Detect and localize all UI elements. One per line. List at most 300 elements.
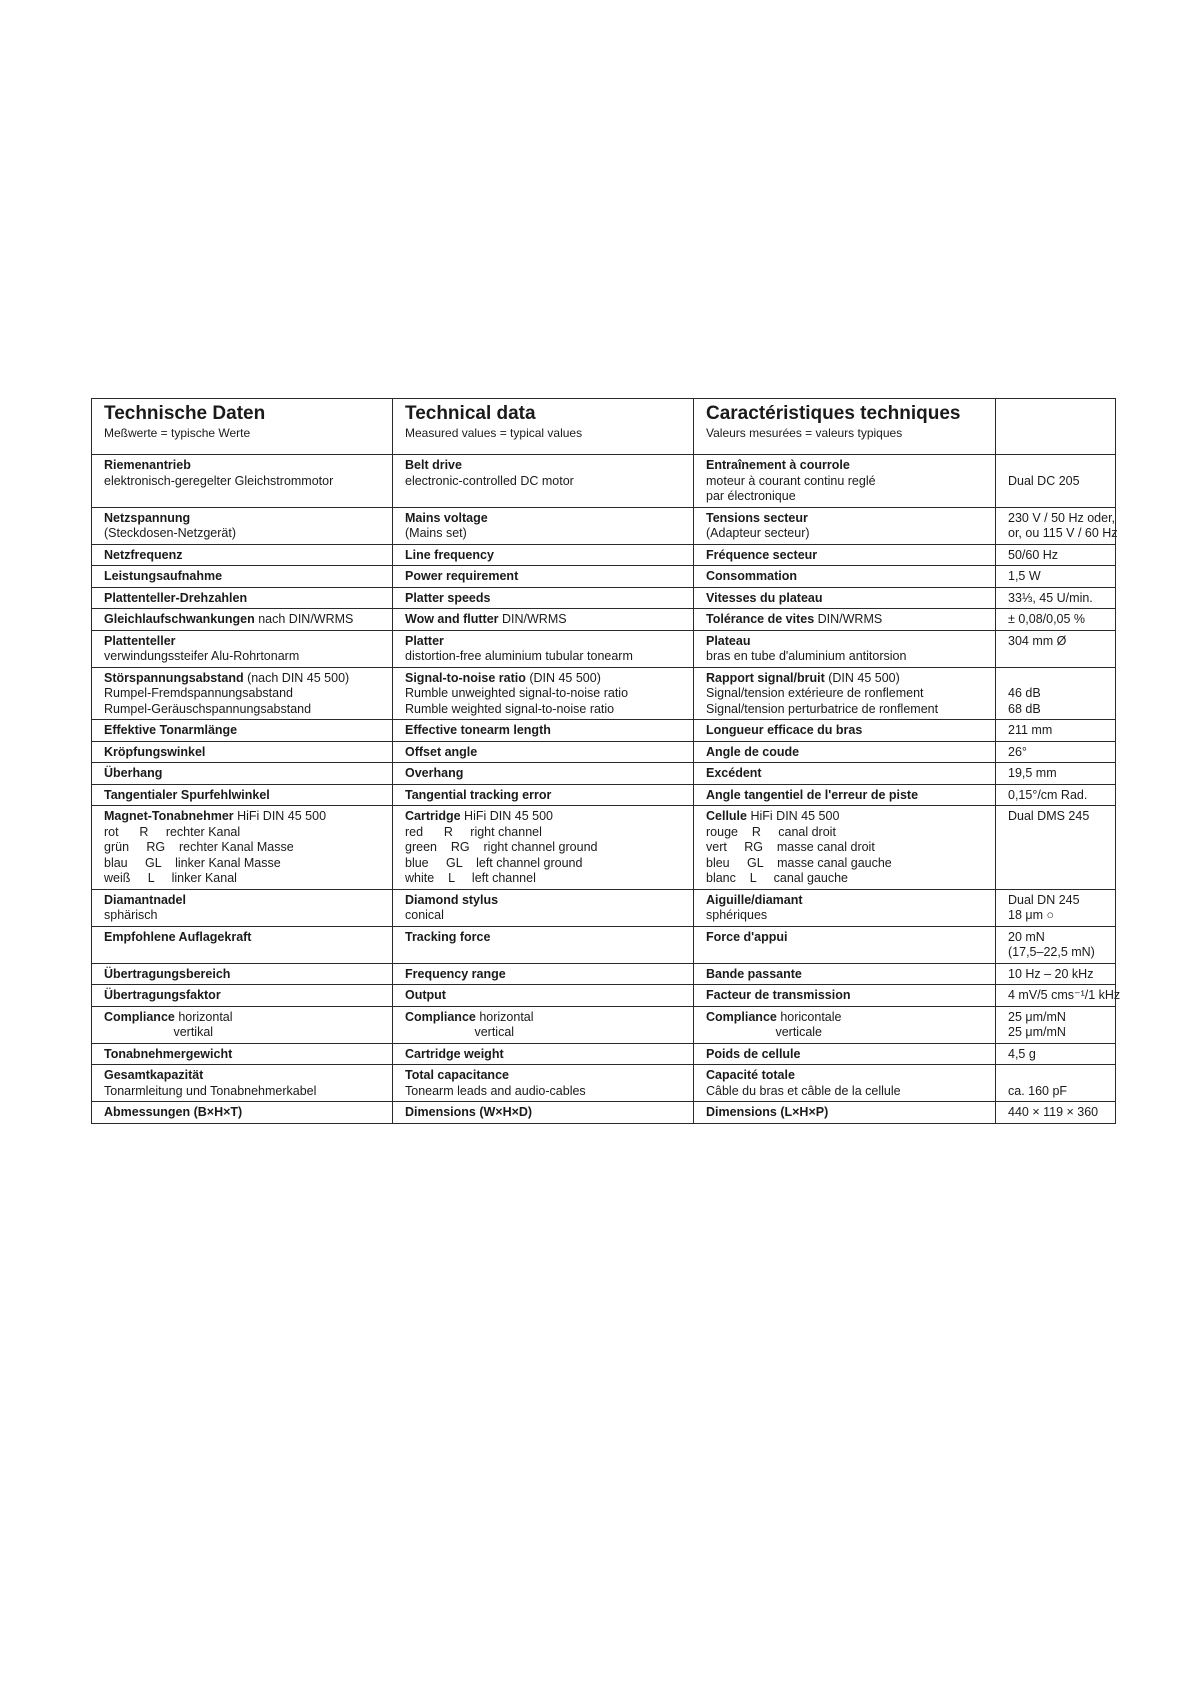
spec-row [92, 784, 1116, 806]
spec-cell-german [92, 985, 393, 1007]
spec-cell-english [393, 455, 694, 508]
spec-row [92, 741, 1116, 763]
spec-description-line: vertikal [104, 1025, 214, 1039]
spec-row [92, 1102, 1116, 1124]
spec-cell-german [92, 741, 393, 763]
spec-description-line: conical [405, 908, 444, 922]
spec-label-line [706, 723, 989, 739]
spec-label: Riemenantrieb [104, 458, 191, 472]
spec-cell-french [694, 1102, 996, 1124]
spec-label: Poids de cellule [706, 1046, 801, 1061]
spec-description-line: blanc L canal gauche [706, 871, 848, 885]
spec-label-line [104, 809, 386, 825]
spec-cell-english [393, 889, 694, 926]
spec-label: Output [405, 988, 446, 1002]
spec-cell-german [92, 544, 393, 566]
spec-cell-french [694, 806, 996, 890]
spec-row [92, 1065, 1116, 1102]
spec-value-line: 26° [1008, 744, 1027, 759]
spec-label: Bande passante [706, 966, 802, 981]
spec-row [92, 609, 1116, 631]
spec-label: Plattenteller [104, 633, 176, 648]
spec-label: Facteur de transmission [706, 988, 851, 1002]
spec-cell-english [393, 763, 694, 785]
header-subtitle-english: Measured values = typical values [405, 426, 583, 440]
spec-label-line [104, 548, 386, 564]
spec-value-line: 211 mm [1008, 723, 1053, 737]
spec-cell-french [694, 667, 996, 720]
spec-description-line: Rumble unweighted signal-to-noise ratio [405, 686, 629, 700]
spec-label: Cellule [706, 809, 747, 823]
spec-cell-german [92, 1006, 393, 1043]
spec-label-line [104, 1047, 386, 1063]
spec-label: Tensions secteur [706, 510, 808, 525]
spec-cell-french [694, 609, 996, 631]
spec-label: Compliance [706, 1009, 777, 1024]
spec-label: Übertragungsfaktor [104, 988, 221, 1002]
spec-label-line [405, 671, 687, 687]
spec-label-suffix: horizontal [174, 1009, 233, 1024]
spec-description-line: electronic-controlled DC motor [405, 473, 574, 488]
spec-cell-english [393, 609, 694, 631]
spec-label-line [706, 893, 989, 909]
spec-label-line [706, 930, 989, 946]
spec-label: Aiguille/diamant [706, 892, 803, 907]
header-english [393, 399, 694, 455]
spec-label: Overhang [405, 766, 464, 780]
spec-description-line: rot R rechter Kanal [104, 824, 241, 839]
spec-label: Magnet-Tonabnehmer [104, 809, 234, 823]
spec-label-line [405, 723, 687, 739]
header-subtitle-german: Meßwerte = typische Werte [104, 426, 251, 440]
spec-cell-german [92, 1102, 393, 1124]
spec-label-line [104, 988, 386, 1004]
spec-label: Vitesses du plateau [706, 590, 823, 605]
spec-label-line [405, 988, 687, 1004]
spec-label: Effektive Tonarmlänge [104, 723, 238, 737]
spec-label-line [706, 612, 989, 628]
spec-cell-value [996, 784, 1116, 806]
spec-label-line [706, 569, 989, 585]
spec-cell-english [393, 507, 694, 544]
spec-label-line [405, 1068, 687, 1084]
spec-description-line: verticale [706, 1025, 823, 1039]
spec-cell-value [996, 455, 1116, 508]
spec-label: Wow and flutter [405, 612, 499, 626]
spec-row [92, 963, 1116, 985]
spec-label-line [706, 634, 989, 650]
spec-label: Netzfrequenz [104, 547, 183, 562]
spec-cell-german [92, 507, 393, 544]
spec-label: Tangentialer Spurfehlwinkel [104, 787, 270, 802]
spec-row [92, 806, 1116, 890]
spec-label-line [706, 1047, 989, 1063]
spec-label: Empfohlene Auflagekraft [104, 929, 252, 944]
spec-row [92, 455, 1116, 508]
spec-label: Plateau [706, 633, 751, 648]
spec-cell-french [694, 630, 996, 667]
spec-value-line: 25 μm/mN [1008, 1009, 1066, 1024]
spec-value-line: Dual DC 205 [1008, 473, 1080, 488]
spec-cell-french [694, 1006, 996, 1043]
spec-value-line: 230 V / 50 Hz oder, [1008, 510, 1116, 525]
spec-cell-french [694, 1065, 996, 1102]
spec-label-line [104, 612, 386, 628]
spec-label-line [104, 458, 386, 474]
spec-label: Rapport signal/bruit [706, 670, 825, 685]
spec-cell-english [393, 566, 694, 588]
spec-description-line: Rumble weighted signal-to-noise ratio [405, 701, 615, 716]
spec-label-line [706, 548, 989, 564]
spec-label: Frequency range [405, 966, 506, 981]
spec-label: Fréquence secteur [706, 547, 818, 562]
spec-label: Longueur efficace du bras [706, 723, 863, 737]
spec-label-line [104, 766, 386, 782]
spec-label: Angle de coude [706, 744, 800, 759]
spec-description-line: Rumpel-Fremdspannungsabstand [104, 686, 293, 700]
spec-value-line: 20 mN [1008, 929, 1045, 944]
spec-label: Effective tonearm length [405, 723, 551, 737]
spec-label-suffix: HiFi DIN 45 500 [747, 809, 840, 823]
header-french [694, 399, 996, 455]
spec-cell-french [694, 566, 996, 588]
spec-label-line [104, 745, 386, 761]
spec-cell-value [996, 963, 1116, 985]
spec-cell-english [393, 985, 694, 1007]
spec-label-line [405, 1105, 687, 1121]
spec-label: Abmessungen (B×H×T) [104, 1105, 243, 1119]
spec-value-line: ± 0,08/0,05 % [1008, 612, 1086, 626]
header-subtitle-french: Valeurs mesurées = valeurs typiques [706, 426, 903, 440]
spec-value-line: 33⅓, 45 U/min. [1008, 590, 1093, 605]
spec-label-suffix: (nach DIN 45 500) [243, 670, 350, 685]
spec-label: Excédent [706, 766, 762, 780]
spec-label-line [104, 893, 386, 909]
spec-cell-english [393, 544, 694, 566]
spec-label: Signal-to-noise ratio [405, 670, 526, 685]
spec-label-suffix: HiFi DIN 45 500 [460, 809, 553, 823]
spec-cell-value [996, 741, 1116, 763]
spec-row [92, 667, 1116, 720]
spec-label-line [405, 967, 687, 983]
spec-label-line [405, 1047, 687, 1063]
spec-label-line [706, 809, 989, 825]
spec-label-suffix: horicontale [776, 1009, 842, 1024]
spec-label-suffix: (DIN 45 500) [525, 670, 601, 685]
spec-description-line: distortion-free aluminium tubular tonearm [405, 649, 633, 663]
spec-label-line [405, 1010, 687, 1026]
spec-cell-value [996, 1102, 1116, 1124]
spec-label-line [706, 1010, 989, 1026]
spec-label-line [104, 511, 386, 527]
spec-label-line [706, 745, 989, 761]
spec-cell-german [92, 763, 393, 785]
spec-description-line: Signal/tension extérieure de ronflement [706, 686, 924, 700]
spec-label-suffix: horizontal [475, 1009, 534, 1024]
spec-label-line [706, 1105, 989, 1121]
spec-description-line: Câble du bras et câble de la cellule [706, 1083, 901, 1098]
spec-row [92, 1006, 1116, 1043]
spec-label-suffix: DIN/WRMS [498, 612, 567, 626]
spec-label-line [405, 634, 687, 650]
spec-cell-french [694, 455, 996, 508]
spec-value-line: Dual DN 245 [1008, 892, 1080, 907]
spec-value-line: or, ou 115 V / 60 Hz [1008, 526, 1118, 540]
spec-cell-value [996, 985, 1121, 1007]
spec-row [92, 630, 1116, 667]
spec-cell-german [92, 587, 393, 609]
spec-label: Cartridge weight [405, 1046, 504, 1061]
spec-label: Compliance [405, 1009, 476, 1024]
spec-value-line: (17,5–22,5 mN) [1008, 945, 1095, 959]
spec-cell-french [694, 926, 996, 963]
spec-cell-english [393, 784, 694, 806]
spec-value-line: 68 dB [1008, 701, 1041, 716]
header-title-german: Technische Daten [104, 403, 266, 424]
spec-value-line: 4 mV/5 cms⁻¹/1 kHz [1008, 988, 1121, 1002]
spec-label-line [706, 766, 989, 782]
spec-row [92, 1043, 1116, 1065]
spec-value-line: 440 × 119 × 360 [1008, 1105, 1099, 1119]
spec-description-line: Signal/tension perturbatrice de ronflement [706, 701, 939, 716]
spec-description-line: (Steckdosen-Netzgerät) [104, 526, 237, 540]
spec-value-line: Dual DMS 245 [1008, 809, 1090, 823]
spec-label-line [706, 671, 989, 687]
spec-description-line: sphärisch [104, 908, 158, 922]
spec-description-line: white L left channel [405, 871, 536, 885]
spec-cell-french [694, 1043, 996, 1065]
spec-label: Consommation [706, 569, 797, 583]
spec-label-line [104, 671, 386, 687]
spec-cell-value [996, 544, 1116, 566]
spec-label: Angle tangentiel de l'erreur de piste [706, 787, 919, 802]
spec-cell-value [996, 889, 1116, 926]
spec-cell-value [996, 507, 1116, 544]
spec-label: Compliance [104, 1009, 175, 1024]
spec-cell-german [92, 889, 393, 926]
spec-description-line: verwindungssteifer Alu-Rohrtonarm [104, 649, 300, 663]
spec-description-line: vert RG masse canal droit [706, 840, 875, 854]
spec-label: Capacité totale [706, 1068, 795, 1082]
spec-description-line: weiß L linker Kanal [104, 871, 237, 885]
technical-data-table [91, 398, 1121, 1124]
spec-label: Plattenteller-Drehzahlen [104, 590, 248, 605]
spec-value-line: 46 dB [1008, 686, 1041, 700]
spec-description-line: green RG right channel ground [405, 840, 598, 854]
spec-label: Total capacitance [405, 1068, 509, 1082]
table-header-row [92, 399, 1116, 455]
spec-cell-german [92, 926, 393, 963]
spec-cell-english [393, 963, 694, 985]
spec-row [92, 926, 1116, 963]
spec-cell-value [996, 1006, 1116, 1043]
spec-cell-value [996, 630, 1116, 667]
spec-label-line [405, 893, 687, 909]
spec-description-line: blau GL linker Kanal Masse [104, 855, 281, 870]
spec-description-line: Tonearm leads and audio-cables [405, 1083, 586, 1098]
spec-value-line: 4,5 g [1008, 1046, 1036, 1061]
spec-cell-french [694, 544, 996, 566]
spec-label: Dimensions (W×H×D) [405, 1105, 533, 1119]
spec-label-suffix: HiFi DIN 45 500 [233, 809, 327, 823]
spec-cell-english [393, 587, 694, 609]
spec-cell-french [694, 587, 996, 609]
spec-cell-german [92, 1043, 393, 1065]
spec-value-line: ca. 160 pF [1008, 1083, 1068, 1098]
spec-value-line: 0,15°/cm Rad. [1008, 787, 1088, 802]
spec-cell-french [694, 720, 996, 742]
spec-label-line [104, 569, 386, 585]
spec-cell-english [393, 741, 694, 763]
spec-label-line [104, 967, 386, 983]
spec-label: Tangential tracking error [405, 787, 552, 802]
spec-cell-value [996, 587, 1116, 609]
spec-cell-german [92, 630, 393, 667]
spec-cell-french [694, 889, 996, 926]
spec-cell-german [92, 963, 393, 985]
spec-cell-value [996, 763, 1116, 785]
spec-value-line: 1,5 W [1008, 569, 1041, 583]
spec-label: Force d'appui [706, 929, 788, 944]
spec-cell-french [694, 763, 996, 785]
spec-label-line [405, 809, 687, 825]
spec-label-line [104, 723, 386, 739]
spec-cell-english [393, 1102, 694, 1124]
spec-cell-english [393, 720, 694, 742]
spec-label: Gleichlaufschwankungen [104, 612, 255, 626]
spec-cell-value [996, 1065, 1116, 1102]
spec-row [92, 763, 1116, 785]
spec-row [92, 587, 1116, 609]
spec-label: Offset angle [405, 744, 478, 759]
spec-cell-value [996, 1043, 1116, 1065]
spec-label: Platter [405, 633, 444, 648]
spec-label-line [405, 548, 687, 564]
spec-description-line: par électronique [706, 489, 796, 503]
spec-description-line: elektronisch-geregelter Gleichstrommotor [104, 473, 334, 488]
spec-label-line [706, 458, 989, 474]
spec-label-line [405, 745, 687, 761]
spec-label: Entraînement à courrole [706, 458, 850, 472]
spec-cell-value [996, 720, 1116, 742]
spec-label-line [104, 788, 386, 804]
spec-label-suffix: (DIN 45 500) [824, 670, 900, 685]
header-german [92, 399, 393, 455]
spec-description-line: vertical [405, 1025, 515, 1039]
spec-cell-value [996, 806, 1116, 890]
spec-label-line [405, 930, 687, 946]
spec-label: Mains voltage [405, 510, 488, 525]
spec-value-line: 10 Hz – 20 kHz [1008, 966, 1094, 981]
spec-cell-german [92, 455, 393, 508]
spec-label: Störspannungsabstand [104, 670, 244, 685]
spec-label-suffix: nach DIN/WRMS [254, 612, 354, 626]
spec-cell-french [694, 985, 996, 1007]
spec-value-line: 25 μm/mN [1008, 1025, 1066, 1039]
spec-cell-english [393, 630, 694, 667]
spec-label-line [405, 569, 687, 585]
spec-label-line [405, 591, 687, 607]
spec-value-line: 19,5 mm [1008, 766, 1057, 780]
spec-label: Überhang [104, 766, 163, 780]
spec-label: Leistungsaufnahme [104, 569, 223, 583]
spec-label: Übertragungsbereich [104, 966, 231, 981]
spec-label: Kröpfungswinkel [104, 744, 206, 759]
spec-label: Belt drive [405, 458, 462, 472]
spec-cell-german [92, 609, 393, 631]
spec-cell-german [92, 784, 393, 806]
spec-label: Tolérance de vites [706, 612, 815, 626]
spec-cell-german [92, 566, 393, 588]
spec-label-line [104, 634, 386, 650]
spec-value-line [1008, 671, 1109, 687]
spec-cell-german [92, 720, 393, 742]
spec-row [92, 720, 1116, 742]
spec-row [92, 566, 1116, 588]
spec-cell-french [694, 741, 996, 763]
spec-label-line [405, 788, 687, 804]
spec-label: Platter speeds [405, 590, 491, 605]
spec-label-line [706, 591, 989, 607]
spec-label-line [104, 1105, 386, 1121]
spec-label-line [405, 511, 687, 527]
spec-description-line: moteur à courant continu reglé [706, 473, 876, 488]
spec-label: Tracking force [405, 929, 491, 944]
spec-description-line: bras en tube d'aluminium antitorsion [706, 649, 907, 663]
spec-cell-value [996, 609, 1116, 631]
spec-label-line [104, 591, 386, 607]
spec-row [92, 507, 1116, 544]
spec-label-line [405, 612, 687, 628]
spec-value-line: 50/60 Hz [1008, 547, 1059, 562]
spec-label-line [104, 1068, 386, 1084]
spec-description-line: red R right channel [405, 824, 542, 839]
spec-label-line [104, 930, 386, 946]
spec-cell-german [92, 1065, 393, 1102]
spec-cell-english [393, 926, 694, 963]
spec-label: Line frequency [405, 547, 494, 562]
spec-cell-english [393, 667, 694, 720]
spec-cell-french [694, 963, 996, 985]
spec-value-line: 18 μm ○ [1008, 908, 1055, 922]
spec-label-line [706, 967, 989, 983]
spec-label-line [405, 766, 687, 782]
spec-label-line [706, 788, 989, 804]
spec-row [92, 985, 1116, 1007]
header-value [996, 399, 1116, 455]
spec-label: Tonabnehmergewicht [104, 1046, 233, 1061]
spec-description-line: grün RG rechter Kanal Masse [104, 840, 294, 854]
spec-cell-german [92, 667, 393, 720]
spec-label-line [706, 988, 989, 1004]
spec-value-line [1008, 458, 1109, 474]
spec-cell-english [393, 1043, 694, 1065]
spec-cell-value [996, 566, 1116, 588]
spec-cell-value [996, 667, 1116, 720]
spec-label-line [405, 458, 687, 474]
spec-row [92, 889, 1116, 926]
spec-cell-french [694, 784, 996, 806]
spec-row [92, 544, 1116, 566]
spec-description-line: Rumpel-Geräuschspannungsabstand [104, 701, 312, 716]
spec-label-line [706, 1068, 989, 1084]
spec-label-suffix: DIN/WRMS [814, 612, 883, 626]
spec-cell-english [393, 806, 694, 890]
spec-label: Diamond stylus [405, 892, 499, 907]
spec-label: Cartridge [405, 809, 461, 823]
spec-cell-english [393, 1065, 694, 1102]
spec-description-line: sphériques [706, 908, 768, 922]
